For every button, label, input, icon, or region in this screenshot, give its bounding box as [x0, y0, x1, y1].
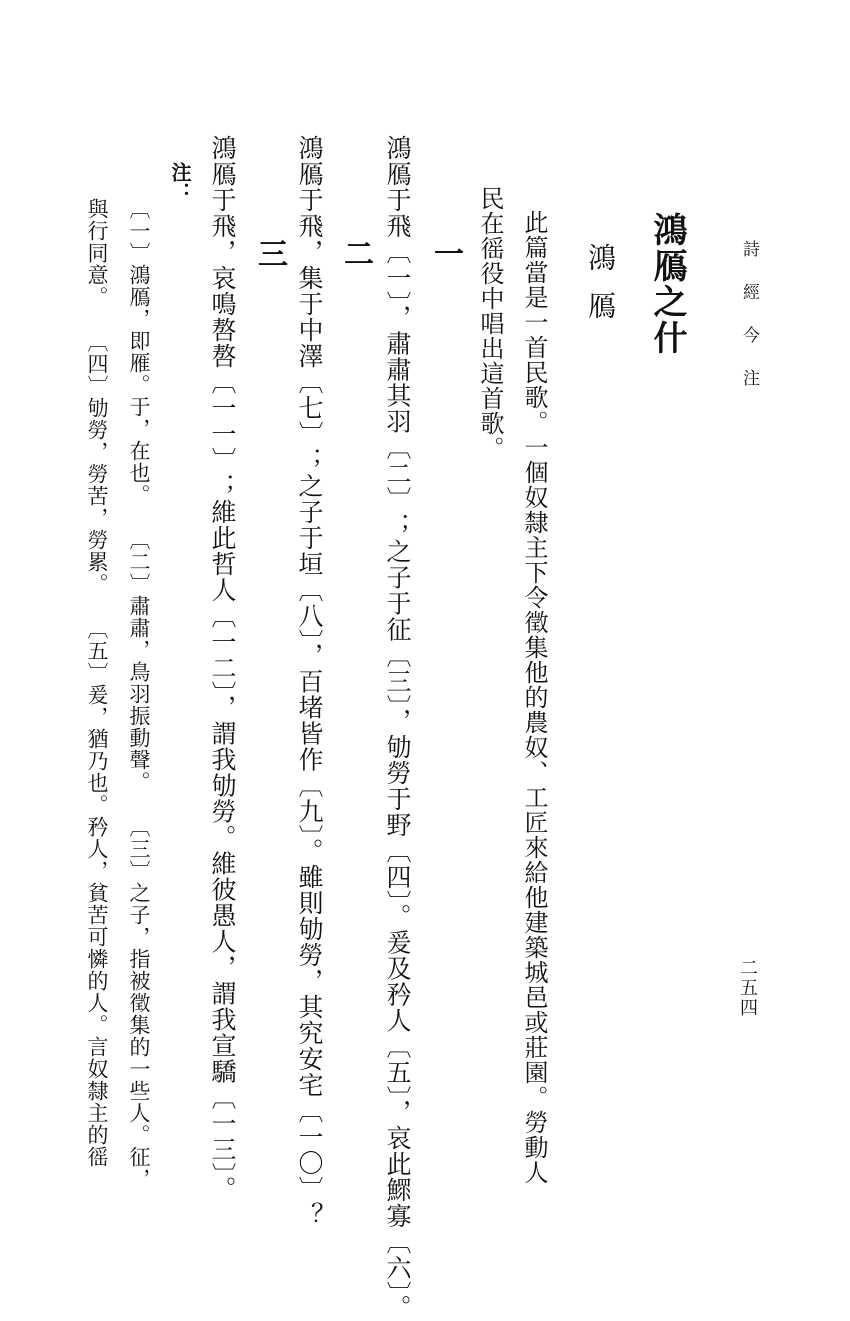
note-line: 〔一〕鴻鴈，即雁。于，在也。 〔二〕肅肅，鳥羽振動聲。 〔三〕之子，指被徵集的一些人。征， [127, 198, 151, 1190]
intro-line: 此篇當是一首民歌。一個奴隸主下令徵集他的農奴、工匠來給他建築城邑或莊園。勞動人 [520, 210, 548, 1185]
stanza-number: 三 [252, 238, 287, 268]
book-title: 詩經今注 [739, 240, 759, 412]
section-title: 鴻鴈之什 [647, 212, 687, 356]
stanza-text: 鴻鴈于飛〔一〕，肅肅其羽〔二〕；之子于征〔三〕，劬勞于野〔四〕。爰及矜人〔五〕，哀此鰥寡〔六〕。 [383, 135, 412, 1321]
intro-line: 民在徭役中唱出這首歌。 [476, 186, 504, 461]
poem-title: 鴻鴈 [584, 243, 617, 339]
note-line: 與行同意。 〔四〕劬勞，勞苦，勞累。 〔五〕爰，猶乃也。矜人，貧苦可憐的人。言奴隸主的徭 [85, 198, 109, 1168]
notes-label: 注： [168, 162, 192, 202]
stanza-number: 一 [428, 238, 463, 268]
page-number: 二五四 [737, 958, 758, 1018]
stanza-text: 鴻鴈于飛，哀鳴嗸嗸〔一一〕；維此哲人〔一二〕，謂我劬勞。維彼愚人，謂我宣驕〔一三〕。 [208, 135, 237, 1202]
stanza-text: 鴻鴈于飛，集于中澤〔七〕；之子于垣〔八〕，百堵皆作〔九〕。雖則劬勞，其究安宅〔一〇〕？ [295, 135, 324, 1228]
stanza-number: 二 [338, 238, 373, 268]
